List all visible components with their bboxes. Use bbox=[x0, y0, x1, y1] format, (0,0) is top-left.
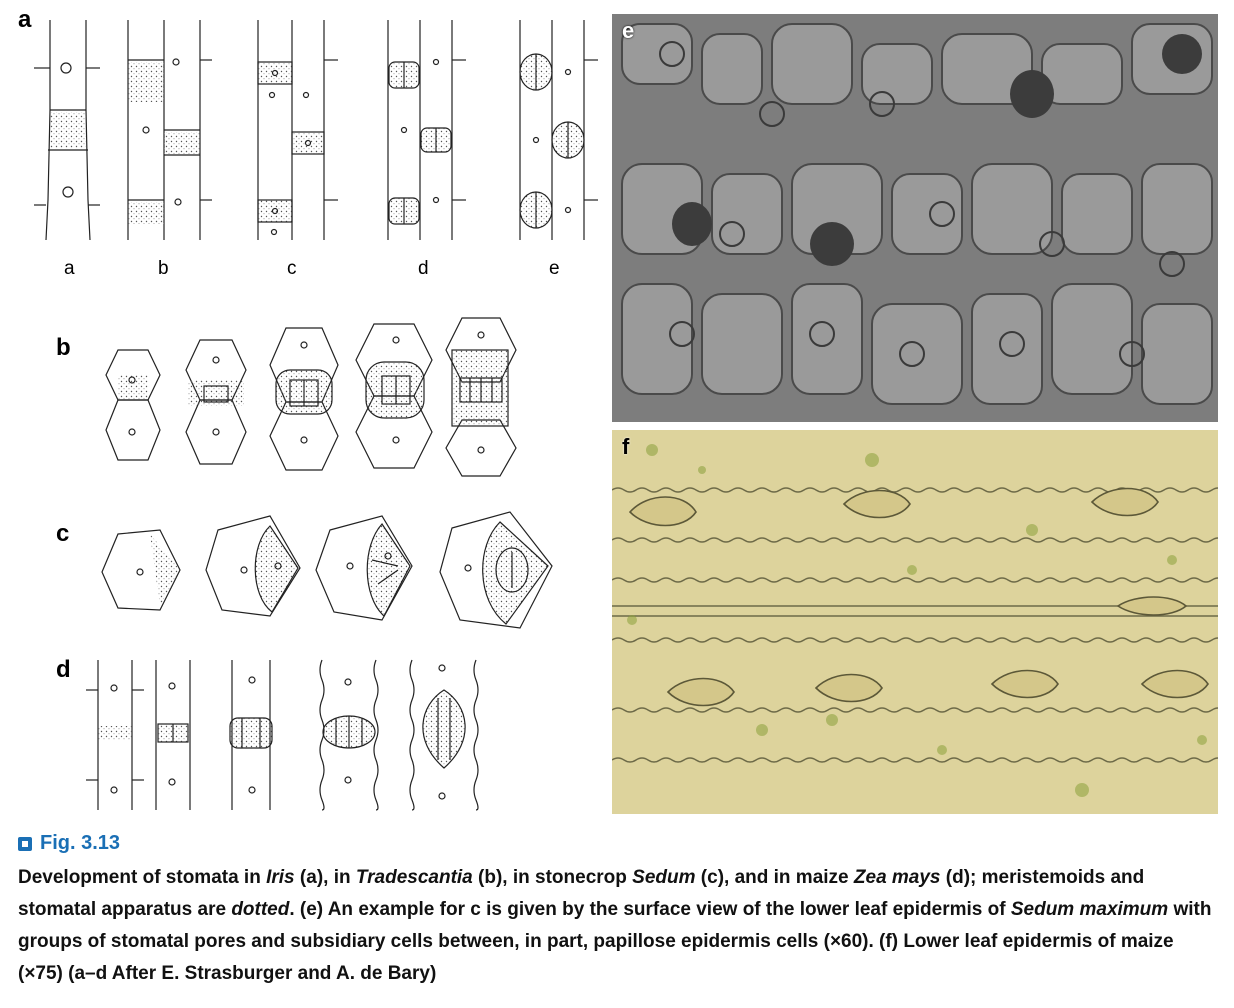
panel-label-a: a bbox=[18, 6, 32, 33]
panel-c-stage-2 bbox=[206, 516, 300, 616]
caption-segment: Iris bbox=[266, 867, 295, 888]
panel-b-stage-4 bbox=[356, 324, 432, 468]
panel-a-sublabel: a bbox=[64, 258, 75, 279]
panel-c-stage-4 bbox=[440, 512, 552, 628]
caption-segment: dotted bbox=[231, 899, 290, 920]
photo-label-f: f bbox=[622, 434, 630, 459]
panel-a-sublabel: b bbox=[158, 258, 169, 279]
panel-a-sublabel: e bbox=[549, 258, 560, 279]
caption-segment: Zea mays bbox=[853, 867, 941, 888]
panel-d-stage-5 bbox=[410, 660, 478, 810]
panel-d-stage-1 bbox=[86, 660, 144, 810]
panel-label-c: c bbox=[56, 520, 70, 547]
caption-segment: . (e) An example for c is given by the surface view of the lower leaf epidermis of bbox=[289, 899, 1011, 920]
figure-caption bbox=[18, 862, 1218, 990]
caption-segment: Sedum maximum bbox=[1010, 899, 1169, 920]
panel-d-stage-3 bbox=[230, 660, 272, 810]
figure-square-icon bbox=[18, 837, 32, 851]
caption-segment: Tradescantia bbox=[355, 867, 473, 888]
caption-segment: with groups of stomatal pores and subsidiary cells between, in part, papillose epidermis cells (×60). (f) Lower leaf epidermis of maize (×75) (a–d After E. Strasburger and A. de Bary) bbox=[18, 899, 1212, 984]
panel-d-stage-2 bbox=[156, 660, 190, 810]
panel-a-stage-b bbox=[128, 20, 212, 240]
panel-label-b: b bbox=[56, 334, 71, 361]
stomata-line-drawings bbox=[0, 0, 612, 820]
panel-c-stage-1 bbox=[102, 530, 180, 610]
figure-label bbox=[18, 832, 120, 855]
caption-segment: (c), and in maize bbox=[695, 867, 854, 888]
panel-b-stage-5 bbox=[446, 318, 516, 476]
panel-b-stage-2 bbox=[186, 340, 246, 464]
photo-sedum-epidermis bbox=[612, 14, 1218, 422]
panel-label-d: d bbox=[56, 656, 71, 683]
panel-a-sublabel: d bbox=[418, 258, 429, 279]
panel-b-stage-1 bbox=[106, 350, 160, 460]
figure-number: Fig. 3.13 bbox=[40, 832, 121, 854]
panel-a-stage-e bbox=[520, 20, 598, 240]
caption-segment: (a), in bbox=[294, 867, 356, 888]
caption-segment: Sedum bbox=[632, 867, 696, 888]
panel-a-stage-c bbox=[258, 20, 338, 240]
panel-a-stage-a bbox=[34, 20, 100, 240]
caption-segment: Development of stomata in bbox=[18, 867, 267, 888]
panel-c-stage-3 bbox=[316, 516, 412, 620]
panel-d-stage-4 bbox=[320, 660, 378, 810]
photo-label-e: e bbox=[622, 18, 635, 43]
panel-b-stage-3 bbox=[270, 328, 338, 470]
caption-segment: (b), in stonecrop bbox=[472, 867, 633, 888]
caption-segment: (d); meristemoids and stomatal apparatus are bbox=[18, 867, 1145, 920]
panel-a-stage-d bbox=[388, 20, 466, 240]
panel-a-sublabel: c bbox=[287, 258, 297, 279]
photo-maize-epidermis bbox=[612, 430, 1218, 814]
